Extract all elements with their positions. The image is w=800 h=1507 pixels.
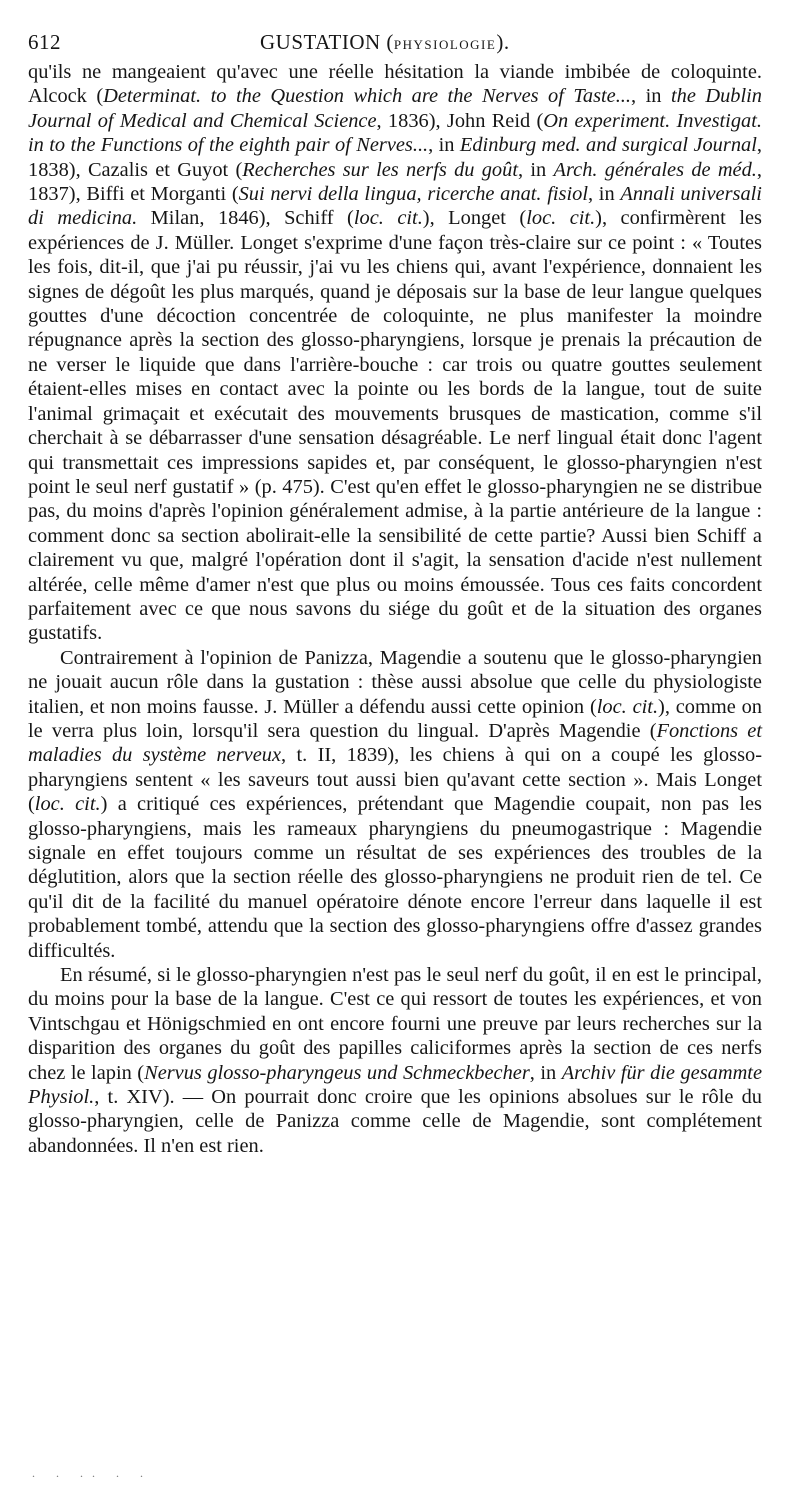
italic-citation: the Dublin Journal of Medical and Chemical Science [28,85,762,132]
paragraph [28,60,762,646]
text-run: , in [631,85,671,108]
running-header [28,30,762,60]
italic-citation: loc. cit. [34,793,101,816]
running-title-close: ). [496,30,510,54]
italic-citation: Determinat. to the Question which are the Nerves of Taste... [103,85,632,108]
running-title-main: GUSTATION ( [260,30,394,54]
footer-marks: . . .. . . [32,1466,152,1480]
text-run: ) a critiqué ces expériences, prétendant que Magendie coupait, non pas les glosso-pharyngiens, mais les rameaux pharyngiens du pneumogastrique : Magendie signale en effet toujours comme un résultat de ses expériences des troubles de la déglutition, alors que la section réelle des glosso-pharyngiens ne produit rien de tel. Ce qu'il dit de la facilité du manuel opératoire dénote encore l'erreur dans laquelle il est probablement tombé, attendu que la section des glosso-pharyngiens offre d'assez grandes difficultés. [28,793,762,962]
text-run: , 1836), John Reid ( [376,109,544,132]
text-run: , in [518,158,554,181]
text-run: ), comme on le verra plus loin, lorsqu'il sera question du lingual. D'après Magendie ( [28,695,762,742]
italic-citation: Archiv für die gesammte Physiol. [28,1061,763,1109]
text-run: Milan, 1846), Schiff ( [137,207,354,230]
running-title [260,30,510,55]
text-run: ), Longet ( [422,207,527,230]
page [28,30,762,1158]
italic-citation: Recherches sur les nerfs du goût [242,158,518,181]
text-run: , in [428,134,460,157]
italic-citation: Annali universali di medicina. [28,183,762,230]
text-run: , in [529,1061,562,1084]
paragraph [28,963,762,1158]
text-run: ), confirmèrent les expériences de J. Müller. Longet s'exprime d'une façon très-claire sur ce point : « Toutes les fois, dit-il, que j'ai pu réussir, j'ai vu les chiens qui, avant l'expérience, donnaient les signes de dégoût les plus marqués, quand je déposais sur la base de leur langue quelques gouttes d'une décoction concentrée de coloquinte, ne plus manifester la moindre répugnance après la section des glosso-pharyngiens, lorsque je prenais la précaution de ne verser le liquide que dans l'arrière-bouche : car trois ou quatre gouttes seulement étaient-elles mises en contact avec la pointe ou les bords de la langue, tout de suite l'animal grimaçait et exécutait des mouvements brusques de mastication, comme s'il cherchait à se débarrasser d'une sensation désagréable. Le nerf lingual était donc l'agent qui transmettait ces impressions sapides et, par conséquent, le glosso-pharyngien n'est point le seul nerf gustatif » (p. 475). C'est qu'en effet le glosso-pharyngien ne se distribue pas, du moins d'après l'opinion généralement admise, à la partie antérieure de la langue : comment donc sa section abolirait-elle la sensibilité de cette partie? Aussi bien Schiff a clairement vu que, malgré l'opération dont il s'agit, la sensation d'acide n'est nullement altérée, celle même d'amer n'est que plus ou moins émoussée. Tous ces faits concordent parfaitement avec ce que nous savons du siége du goût et de la situation des organes gustatifs. [28,207,762,645]
italic-citation: Edinburg med. and surgical Journal [459,134,757,157]
text-run: , 1838), Cazalis et Guyot ( [28,134,762,181]
running-title-sub: PHYSIOLOGIE [393,37,497,52]
italic-citation: Fonctions et maladies du système nerveux [28,719,762,767]
text-run: Contrairement à l'opinion de Panizza, Magendie a soutenu que le glosso-pharyngien ne jouait aucun rôle dans la gustation : thèse aussi absolue que celle du physiologiste italien, et non moins fausse. J. Müller a défendu aussi cette opinion ( [28,646,762,718]
text-run: , t. XIV). — On pourrait donc croire que les opinions absolues sur le rôle du glosso-pharyngien, celle de Panizza comme celle de Magendie, sont complétement abandonnées. Il n'en est rien. [28,1086,762,1157]
text-run: , t. II, 1839), les chiens à qui on a coupé les glosso-pharyngiens sentent « les saveurs tout aussi bien qu'avant cette section ». Mais Longet ( [28,744,762,816]
italic-citation: loc. cit. [596,695,659,718]
italic-citation: Arch. générales de méd. [553,158,757,181]
body-text [28,60,762,1158]
italic-citation: loc. cit. [526,207,596,230]
text-run: qu'ils ne mangeaient qu'avec une réelle hésitation la viande imbibée de coloquinte. Alcock ( [28,61,762,108]
text-run: , in [588,183,621,206]
text-run: , 1837), Biffi et Morganti ( [28,158,763,206]
italic-citation: loc. cit. [353,207,423,230]
page-number: 612 [28,30,61,54]
italic-citation: Nervus glosso-pharyngeus und Schmeckbecher [144,1061,530,1084]
italic-citation: Sui nervi della lingua, ricerche anat. fisiol [238,183,589,206]
italic-citation: On experiment. Investigat. in to the Functions of the eighth pair of Nerves... [28,109,762,157]
text-run: En résumé, si le glosso-pharyngien n'est pas le seul nerf du goût, il en est le principal, du moins pour la base de la langue. C'est ce qui ressort de toutes les expériences, et von Vintschgau et Hönigschmied en ont encore fourni une preuve par leurs recherches sur la disparition des organes du goût des papilles caliciformes après la section de ces nerfs chez le lapin ( [28,964,762,1084]
paragraph [28,646,762,963]
